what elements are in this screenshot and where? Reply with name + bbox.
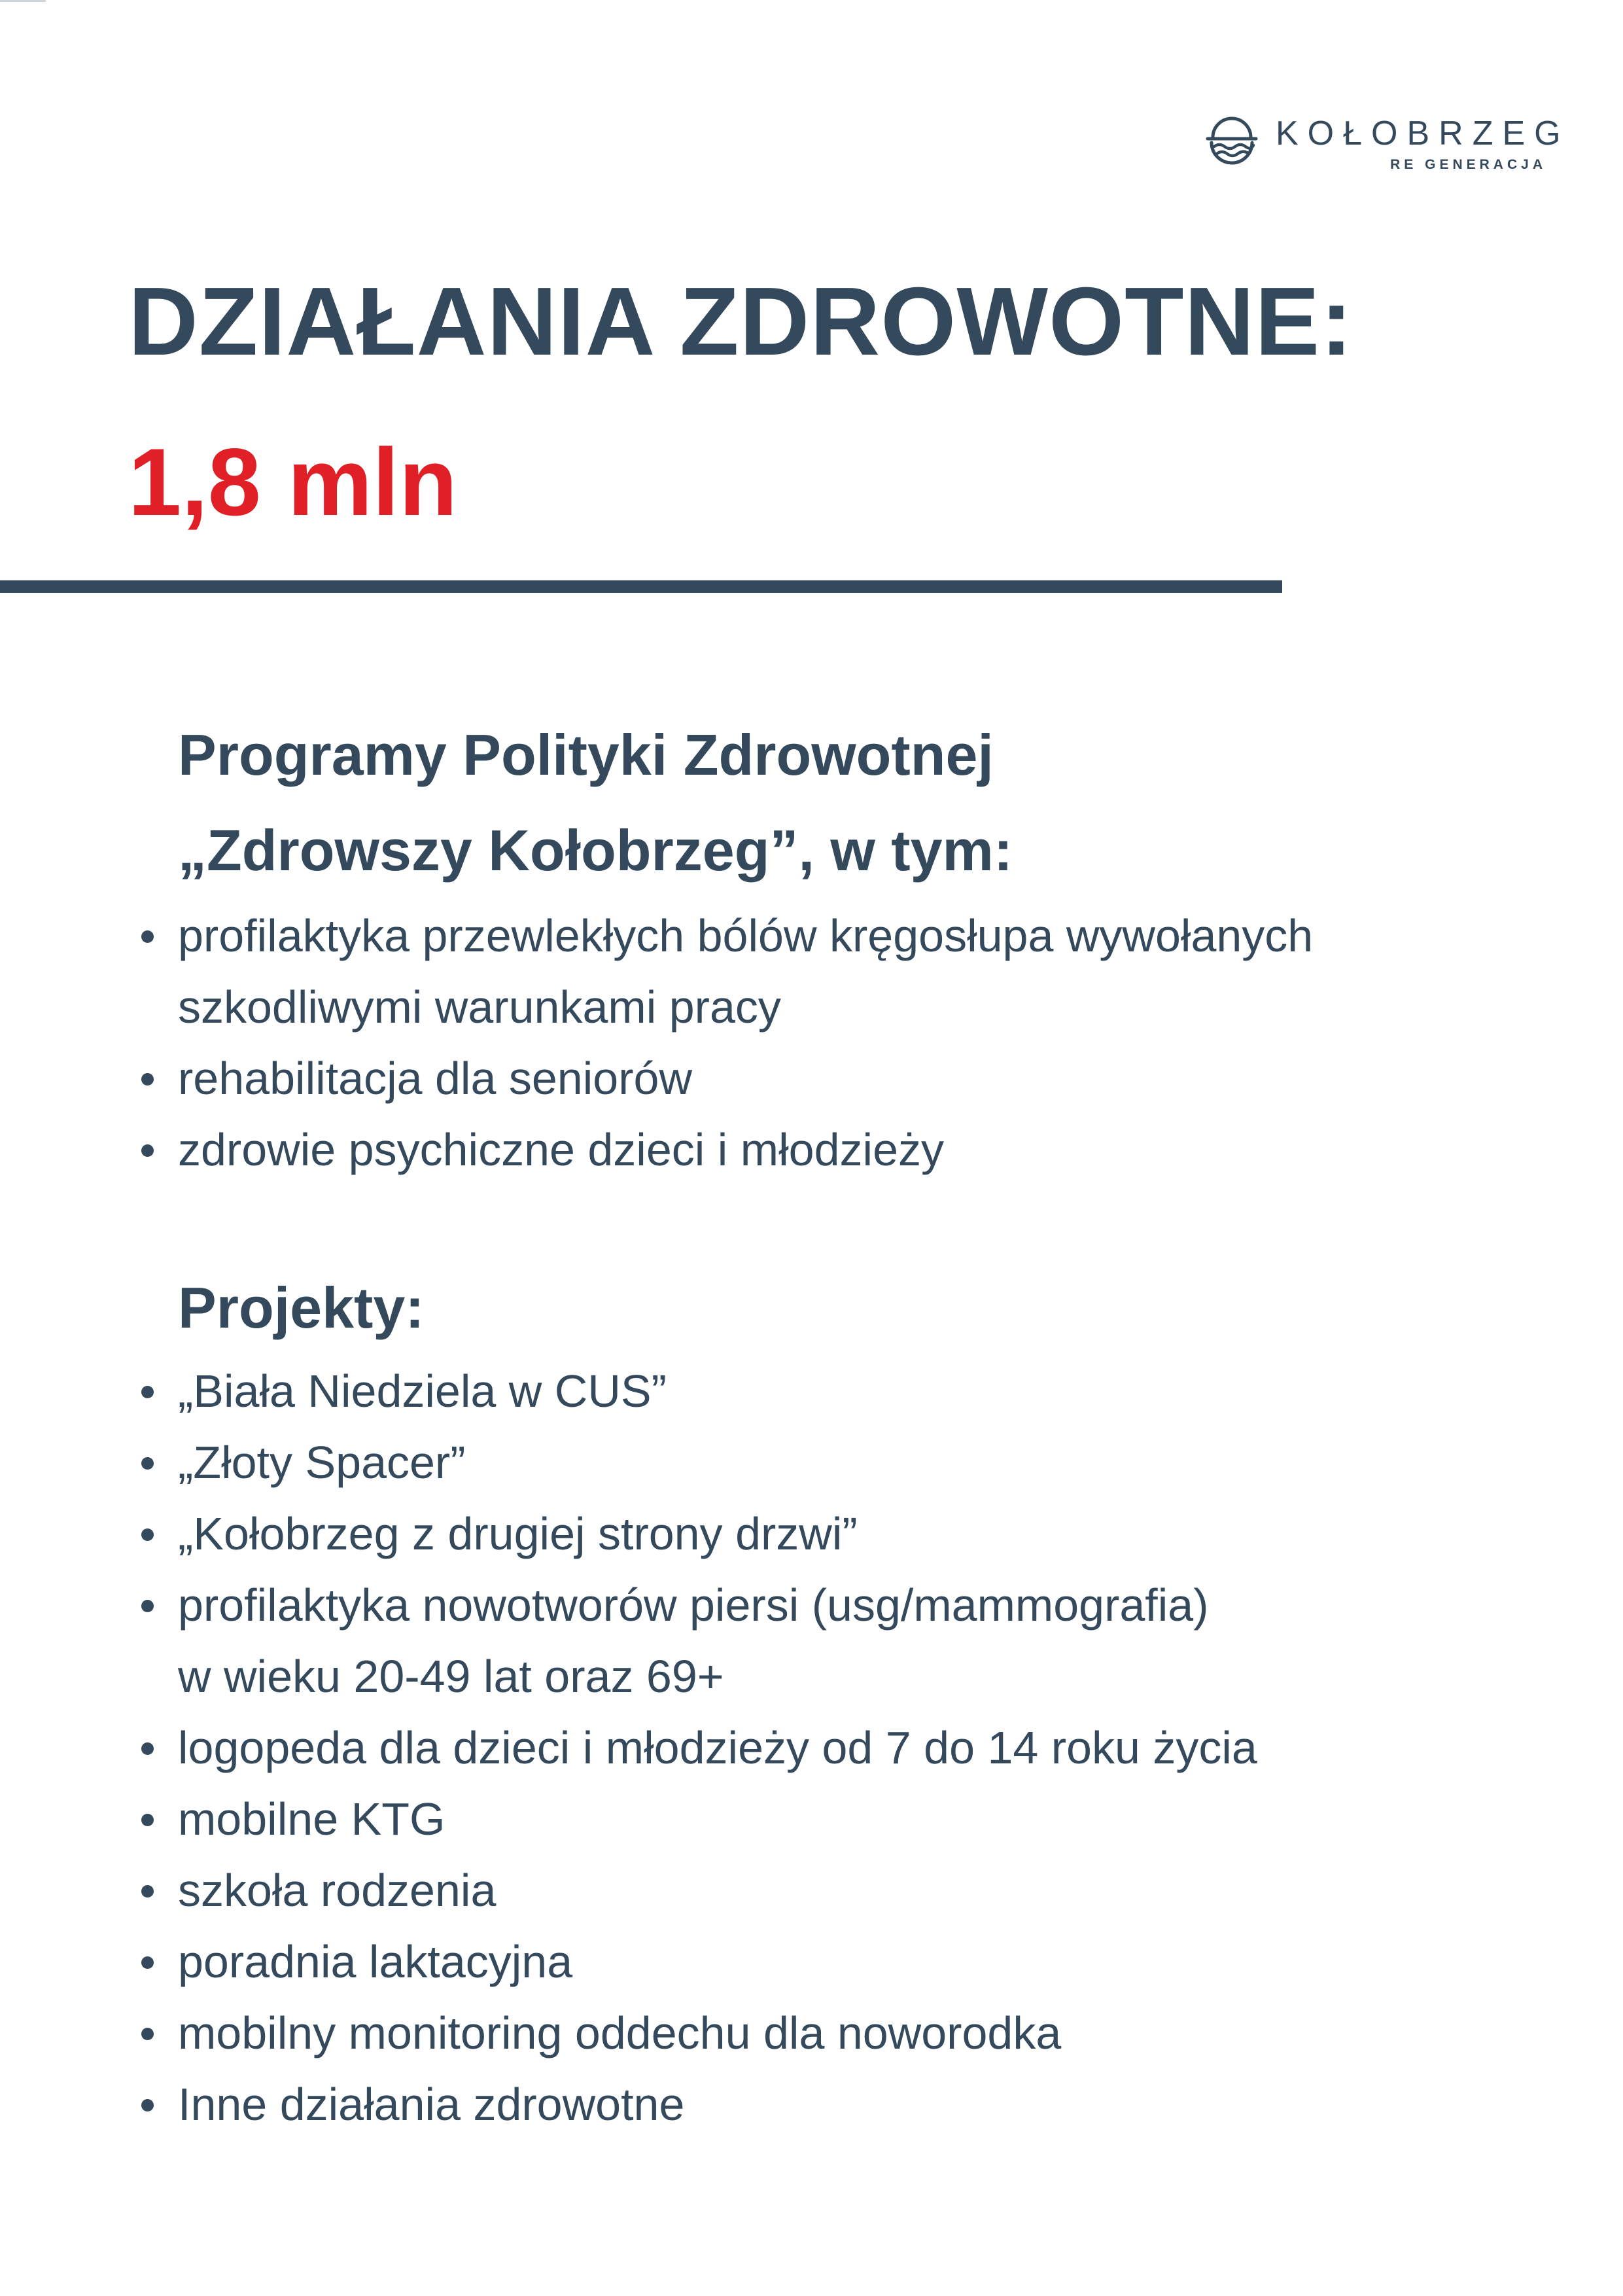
bullet-icon [141, 1144, 154, 1157]
list-item [139, 1855, 1512, 1926]
page-title: DZIAŁANIA ZDROWOTNE: [128, 268, 1353, 376]
list-item-text-continued: szkodliwymi warunkami pracy [178, 981, 781, 1033]
list-item [139, 1498, 1512, 1570]
list-item [139, 1784, 1512, 1855]
budget-amount: 1,8 mln [128, 429, 458, 535]
programs-list [139, 900, 1512, 1186]
bullet-icon [141, 1814, 154, 1826]
list-item-text: mobilny monitoring oddechu dla noworodka [178, 2007, 1062, 2058]
list-item [139, 1114, 1512, 1186]
list-item-text: logopeda dla dzieci i młodzieży od 7 do 14 roku życia [178, 1722, 1257, 1773]
bullet-icon [141, 2028, 154, 2040]
bullet-icon [141, 1600, 154, 1612]
list-item-text: Inne działania zdrowotne [178, 2079, 685, 2130]
divider [0, 580, 1282, 593]
list-item [139, 1712, 1512, 1784]
list-item [139, 1926, 1512, 1998]
programs-heading-line2: „Zdrowszy Kołobrzeg”, w tym: [178, 818, 1013, 883]
bullet-icon [141, 1885, 154, 1898]
list-item [139, 1570, 1512, 1712]
logo-wordmark: KOŁOBRZEG [1276, 115, 1570, 152]
list-item-text: szkoła rodzenia [178, 1865, 497, 1916]
list-item [139, 1427, 1512, 1498]
list-item-text: profilaktyka nowotworów piersi (usg/mammografia) [178, 1580, 1209, 1631]
bullet-icon [141, 1073, 154, 1086]
list-item-text: poradnia laktacyjna [178, 1936, 573, 1987]
list-item-text: „Biała Niedziela w CUS” [178, 1366, 667, 1417]
list-item-text: profilaktyka przewlekłych bólów kręgosłupa wywołanych [178, 910, 1314, 961]
list-item-text: zdrowie psychiczne dzieci i młodzieży [178, 1124, 944, 1175]
corner-mark [0, 0, 46, 2]
list-item-text: „Złoty Spacer” [178, 1437, 466, 1488]
programs-heading-line1: Programy Polityki Zdrowotnej [178, 722, 994, 787]
list-item [139, 1356, 1512, 1427]
bullet-icon [141, 1742, 154, 1755]
bullet-icon [141, 930, 154, 943]
list-item-text: mobilne KTG [178, 1793, 445, 1845]
projects-list [139, 1356, 1512, 2140]
bullet-icon [141, 1386, 154, 1398]
bullet-icon [141, 2099, 154, 2111]
bullet-icon [141, 1956, 154, 1969]
list-item [139, 1998, 1512, 2069]
list-item [139, 900, 1512, 1043]
list-item [139, 2069, 1512, 2140]
list-item [139, 1043, 1512, 1114]
list-item-text: rehabilitacja dla seniorów [178, 1053, 692, 1104]
kolobrzeg-logo [1204, 111, 1570, 177]
bullet-icon [141, 1457, 154, 1470]
list-item-text-continued: w wieku 20-49 lat oraz 69+ [178, 1651, 724, 1702]
wave-emblem-icon [1204, 113, 1260, 171]
bullet-icon [141, 1528, 154, 1541]
logo-tagline: RE GENERACJA [1390, 157, 1546, 172]
list-item-text: „Kołobrzeg z drugiej strony drzwi” [178, 1508, 858, 1559]
projects-heading: Projekty: [178, 1275, 425, 1340]
